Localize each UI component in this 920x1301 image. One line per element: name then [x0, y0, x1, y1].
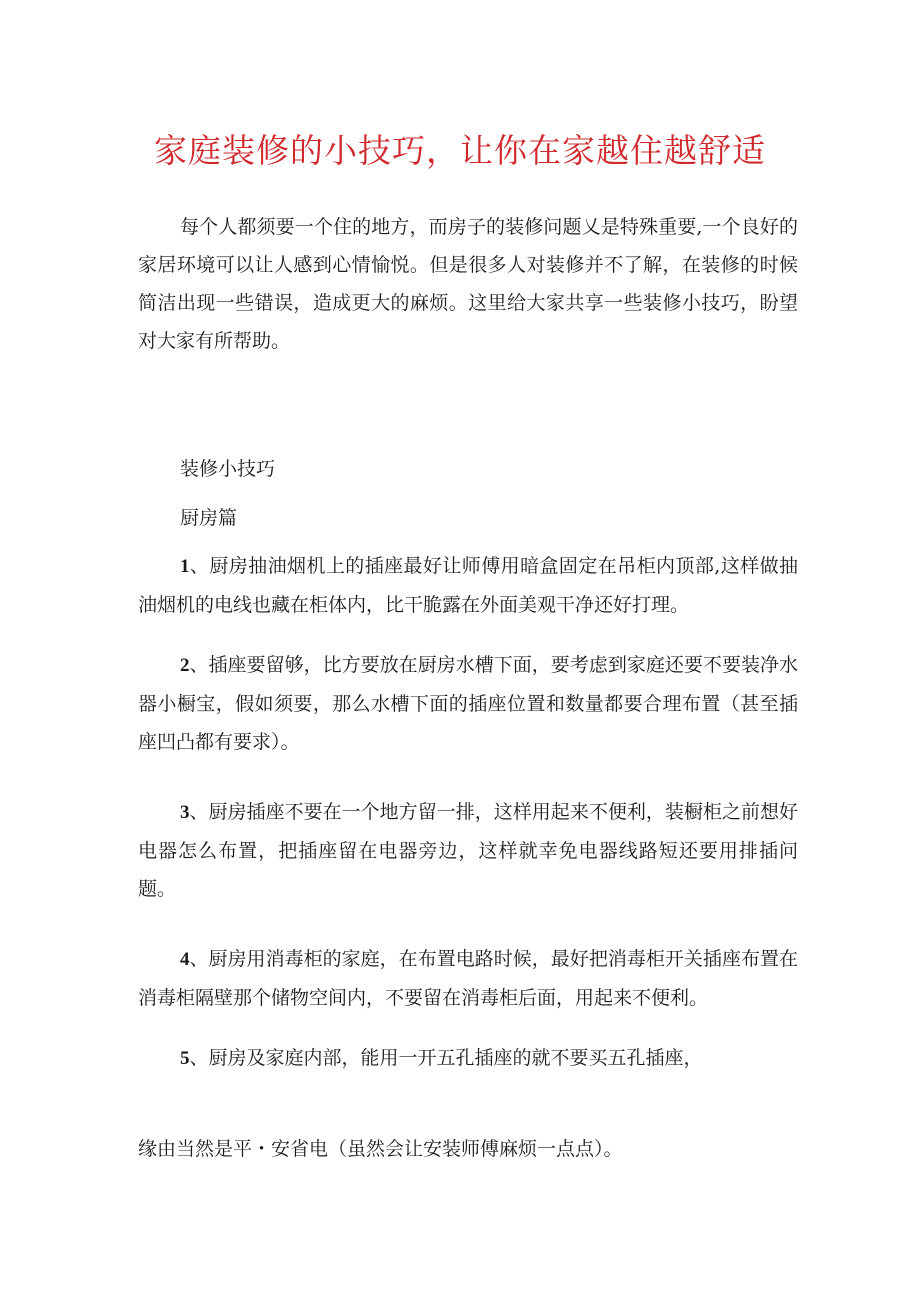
intro-paragraph: 每个人都须要一个住的地方，而房子的装修问题乂是特殊重要,一个良好的家居环境可以让人感到心情愉悦。但是很多人对装修并不了解，在装修的时候简洁出现一些错误，造成更大的麻烦。这里给大家共享一些装修小技巧，盼望对大家有所帮助。: [138, 216, 798, 352]
list-item-number: 3: [180, 802, 190, 823]
document-title: 家庭装修的小技巧，让你在家越住越舒适: [154, 131, 766, 170]
list-item-number: 1: [180, 556, 190, 577]
list-item: [138, 547, 798, 624]
section-heading: 装修小技巧: [180, 458, 276, 480]
subsection-heading: 厨房篇: [180, 507, 238, 529]
list-item-text: 、厨房及家庭内部，能用一开五孔插座的就不要买五孔插座，: [189, 1047, 703, 1069]
list-item-text: 、厨房抽油烟机上的插座最好让师傅用暗盒固定在吊柜内顶部,这样做抽油烟机的电线也藏在柜体内，比干脆露在外面美观干净还好打理。: [138, 555, 798, 616]
list-item-text: 、厨房插座不要在一个地方留一排，这样用起来不便利，装橱柜之前想好电器怎么布置，把插座留在电器旁边，这样就幸免电器线路短还要用排插问题。: [138, 801, 798, 900]
list-item-text: 、插座要留够，比方要放在厨房水槽下面，要考虑到家庭还要不要装净水器小橱宝，假如须要，那么水槽下面的插座位置和数量都要合理布置（甚至插座凹凸都有要求）。: [138, 654, 798, 753]
list-item-number: 4: [180, 949, 190, 970]
list-item-number: 2: [180, 655, 190, 676]
list-item: [138, 1039, 798, 1078]
list-item: [138, 793, 798, 908]
list-item: [138, 940, 798, 1017]
list-item-continuation: 缘由当然是平・安省电（虽然会让安装师傅麻烦一点点）。: [138, 1138, 623, 1160]
list-item: [138, 646, 798, 761]
list-item-text: 、厨房用消毒柜的家庭，在布置电路时候，最好把消毒柜开关插座布置在消毒柜隔壁那个储物空间内，不要留在消毒柜后面，用起来不便利。: [138, 948, 798, 1009]
list-item-number: 5: [180, 1048, 190, 1069]
